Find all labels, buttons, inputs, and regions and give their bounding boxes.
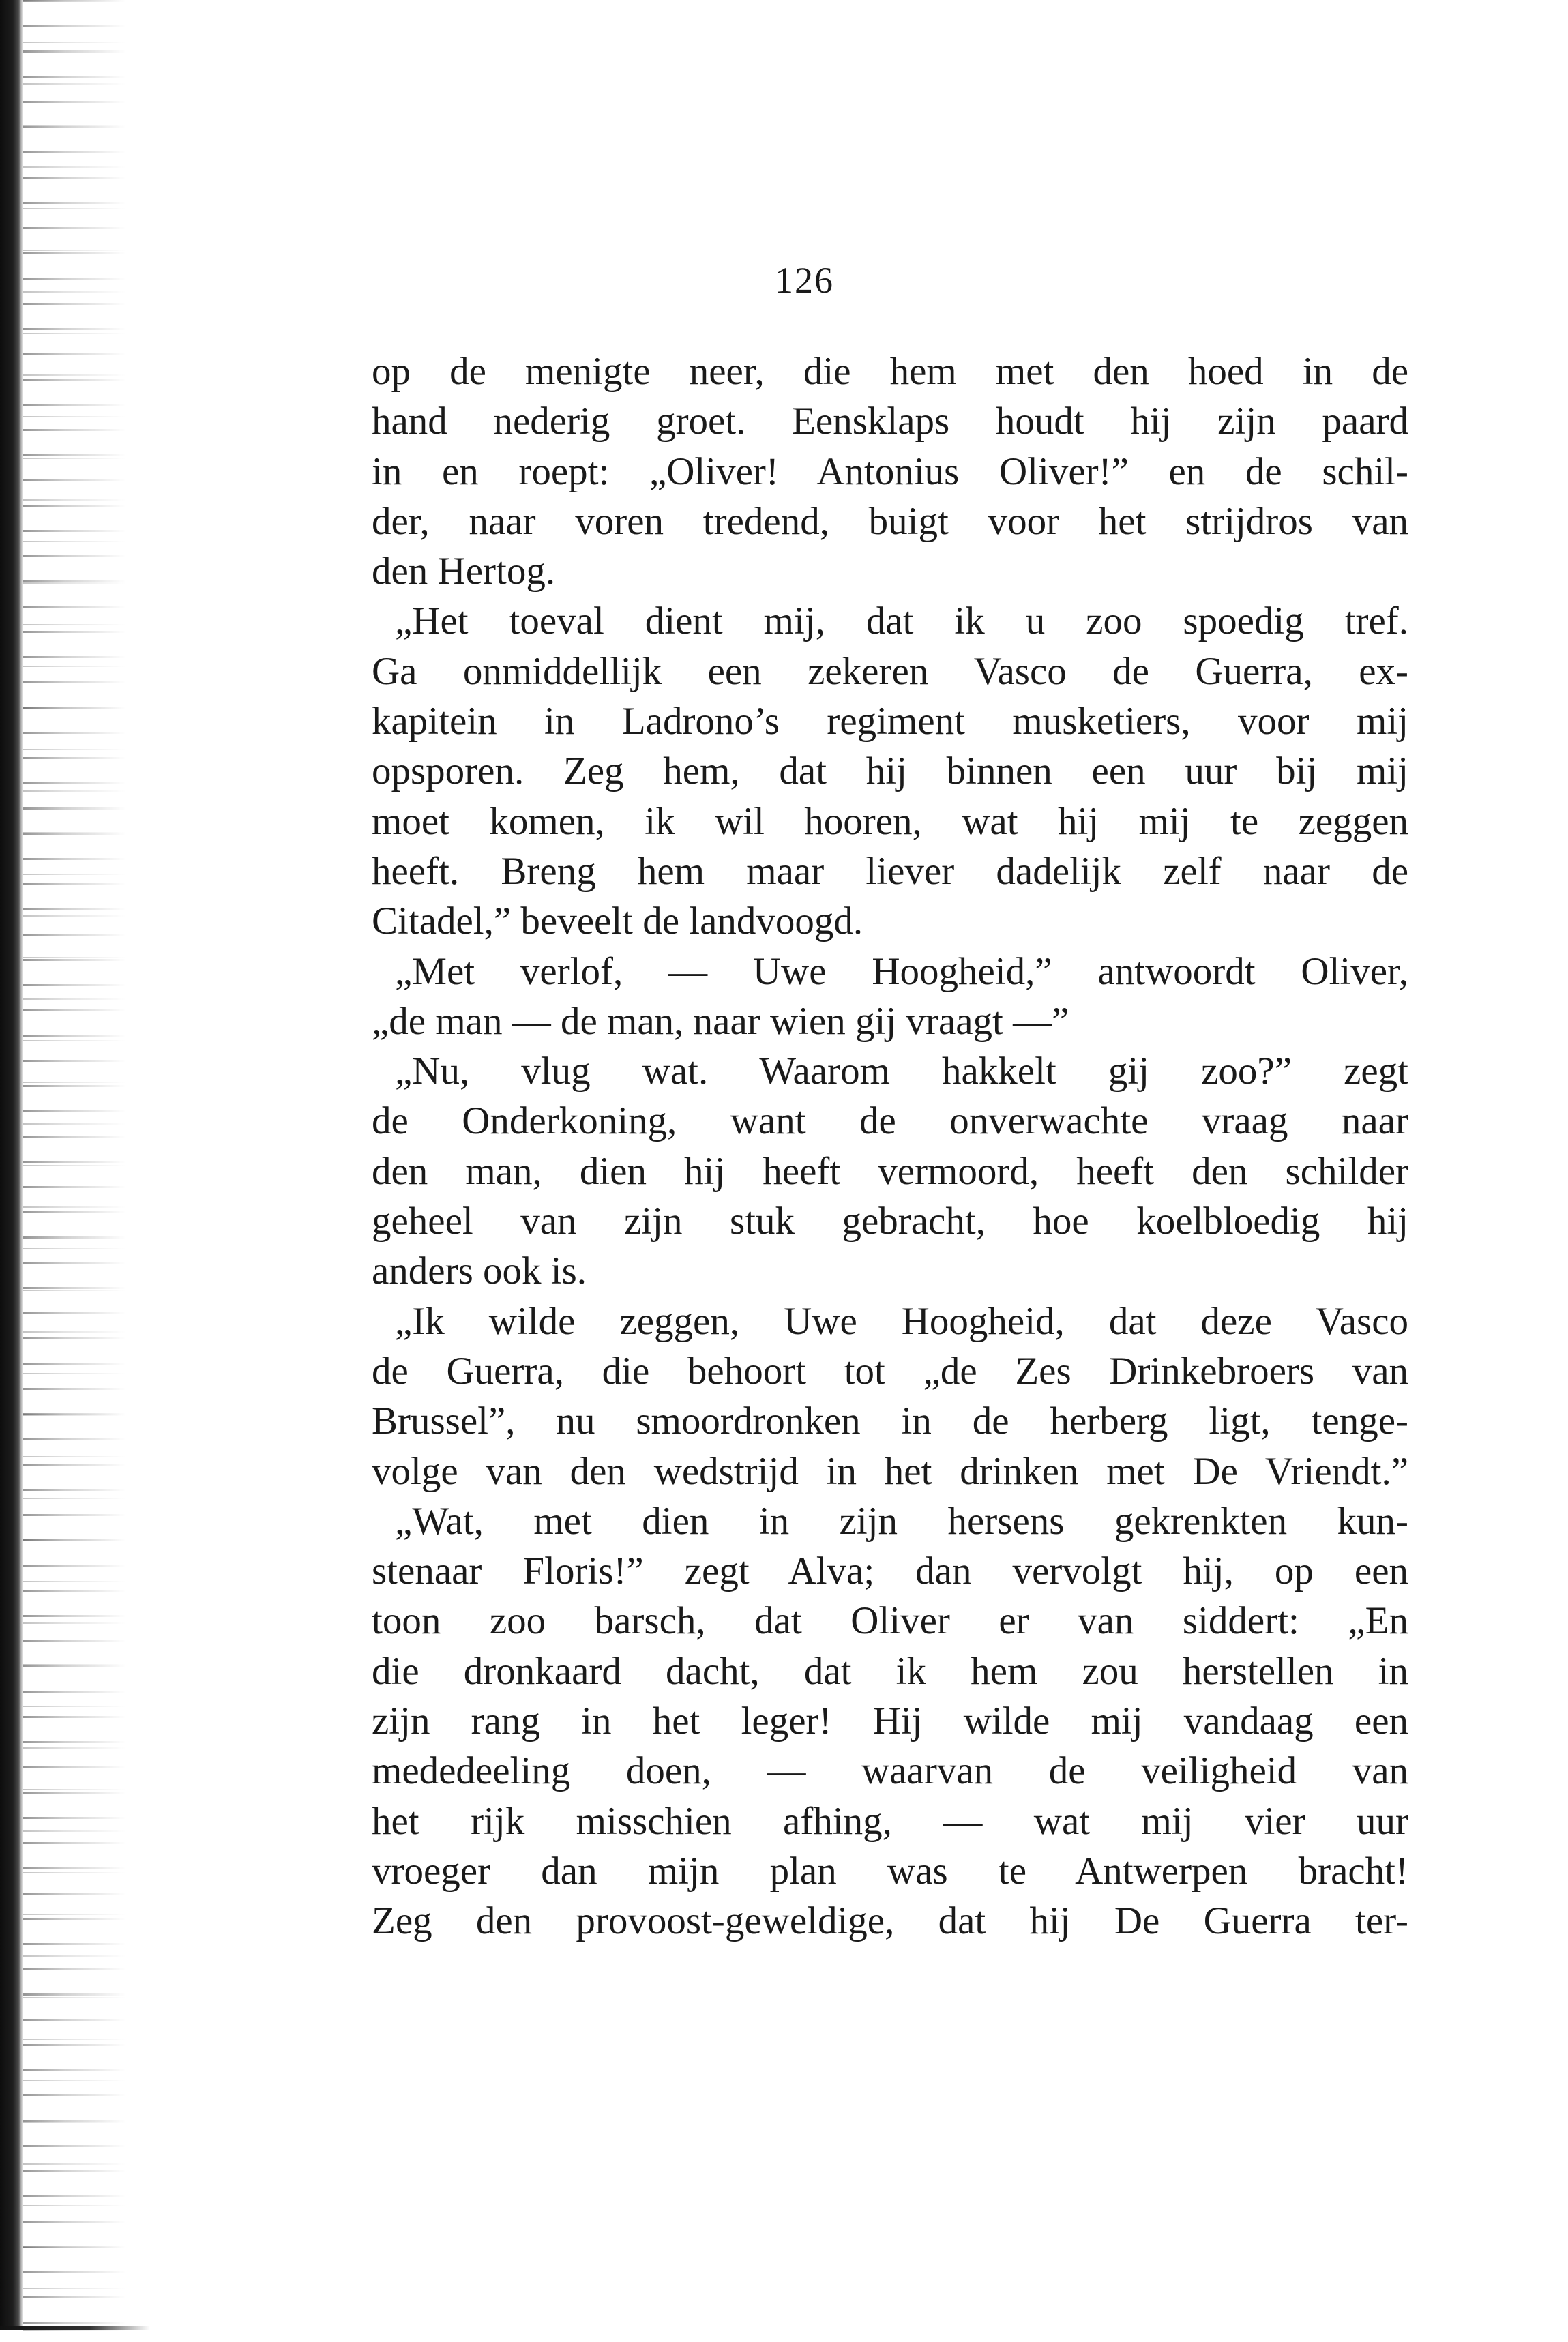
text-line: die dronkaard dacht, dat ik hem zou herstellen in — [372, 1649, 1408, 1693]
text-line: Citadel,” beveelt de landvoogd. — [372, 900, 863, 943]
book-binding-edge — [0, 0, 23, 2326]
text-line: stenaar Floris!” zegt Alva; dan vervolgt hij, op een — [372, 1550, 1408, 1593]
text-line: op de menigte neer, die hem met den hoed in de — [372, 350, 1408, 393]
text-line: „Wat, met dien in zijn hersens gekrenkten kun- — [395, 1499, 1408, 1543]
page-number: 126 — [775, 260, 834, 301]
text-line: de Guerra, die behoort tot „de Zes Drinkebroers van — [372, 1349, 1408, 1393]
text-line: het rijk misschien afhing, — wat mij vier uur — [372, 1799, 1408, 1843]
text-line: moet komen, ik wil hooren, wat hij mij te zeggen — [372, 799, 1408, 843]
text-line: toon zoo barsch, dat Oliver er van siddert: „En — [372, 1599, 1408, 1643]
text-line: der, naar voren tredend, buigt voor het strijdros van — [372, 499, 1408, 543]
text-line: zijn rang in het leger! Hij wilde mij vandaag een — [372, 1700, 1408, 1743]
text-line: „de man — de man, naar wien gij vraagt —” — [372, 999, 1069, 1043]
text-line: den man, dien hij heeft vermoord, heeft den schilder — [372, 1149, 1408, 1193]
text-line: heeft. Breng hem maar liever dadelijk zelf naar de — [372, 849, 1408, 893]
page-bottom-edge — [0, 2326, 150, 2330]
text-line: „Met verlof, — Uwe Hoogheid,” antwoordt Oliver, — [395, 949, 1408, 993]
text-line: mededeeling doen, — waarvan de veiligheid van — [372, 1749, 1408, 1793]
text-line: hand nederig groet. Eensklaps houdt hij zijn paard — [372, 400, 1408, 443]
text-line: geheel van zijn stuk gebracht, hoe koelbloedig hij — [372, 1200, 1408, 1243]
text-line: „Ik wilde zeggen, Uwe Hoogheid, dat deze Vasco — [395, 1299, 1408, 1343]
binding-shadow-streaks — [23, 0, 125, 2342]
body-text — [372, 346, 1408, 1946]
text-line: Brussel”, nu smoordronken in de herberg ligt, tenge- — [372, 1399, 1408, 1443]
text-line: den Hertog. — [372, 550, 556, 593]
text-line: anders ook is. — [372, 1249, 587, 1293]
text-line: Ga onmiddellijk een zekeren Vasco de Guerra, ex- — [372, 649, 1408, 693]
text-line: Zeg den provoost-geweldige, dat hij De Guerra ter- — [372, 1899, 1408, 1943]
text-line: de Onderkoning, want de onverwachte vraag naar — [372, 1099, 1408, 1143]
text-line: in en roept: „Oliver! Antonius Oliver!” en de schil- — [372, 449, 1408, 493]
text-line: vroeger dan mijn plan was te Antwerpen bracht! — [372, 1849, 1408, 1893]
text-line: kapitein in Ladrono’s regiment musketiers, voor mij — [372, 700, 1408, 743]
text-line: opsporen. Zeg hem, dat hij binnen een uur bij mij — [372, 750, 1408, 793]
text-line: „Het toeval dient mij, dat ik u zoo spoedig tref. — [395, 599, 1408, 643]
text-line: volge van den wedstrijd in het drinken met De Vriendt.” — [372, 1449, 1408, 1493]
text-line: „Nu, vlug wat. Waarom hakkelt gij zoo?” zegt — [395, 1050, 1408, 1093]
